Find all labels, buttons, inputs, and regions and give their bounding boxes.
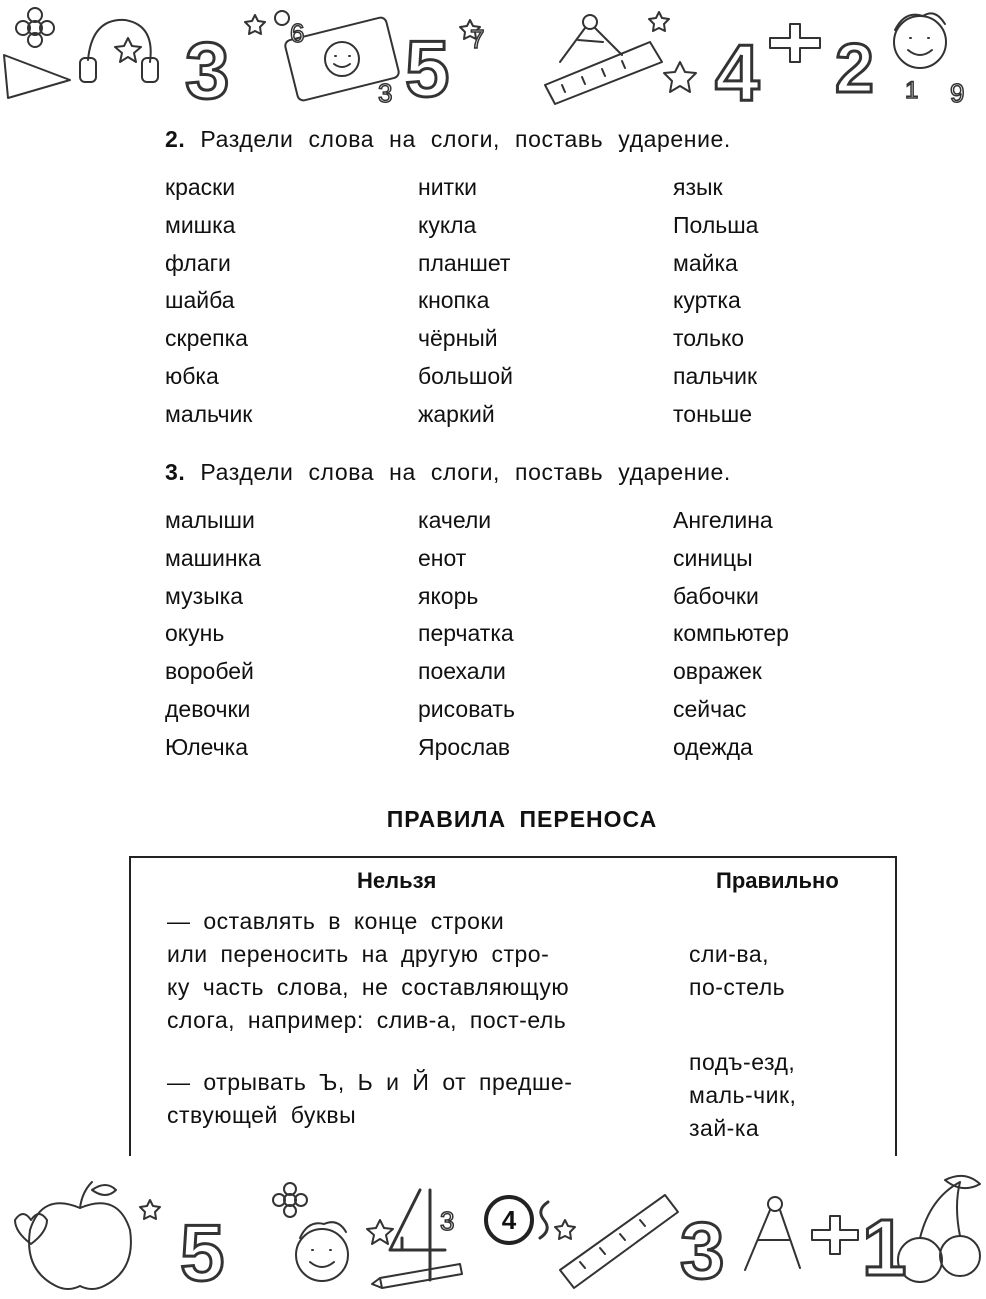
word: девочки bbox=[165, 695, 251, 722]
word: окунь bbox=[165, 620, 225, 647]
word-column bbox=[673, 502, 913, 767]
rule-line: ствующей буквы bbox=[167, 1102, 357, 1128]
word: кнопка bbox=[418, 287, 490, 314]
decor-number: 6 bbox=[290, 18, 305, 48]
task-2-instruction bbox=[165, 126, 845, 153]
word: мальчик bbox=[165, 400, 253, 427]
word: поехали bbox=[418, 658, 506, 685]
decor-number: 9 bbox=[950, 78, 965, 108]
word: жаркий bbox=[418, 400, 495, 427]
word: мишка bbox=[165, 211, 236, 238]
page-number: 4 bbox=[484, 1195, 534, 1245]
word: воробей bbox=[165, 658, 254, 685]
four-outline-icon bbox=[390, 1190, 445, 1280]
word: шайба bbox=[165, 287, 235, 314]
word: краски bbox=[165, 174, 236, 200]
task-text: Раздели слова на слоги, поставь ударение. bbox=[200, 459, 731, 485]
word: малыши bbox=[165, 507, 255, 533]
rule-example: подъ-езд, bbox=[689, 1049, 796, 1075]
word: тоньше bbox=[673, 400, 752, 427]
word: рисовать bbox=[418, 695, 515, 722]
word: планшет bbox=[418, 249, 511, 276]
rules-table bbox=[129, 856, 897, 1156]
decor-number: 3 bbox=[378, 78, 393, 108]
decor-number: 7 bbox=[470, 24, 485, 54]
word: качели bbox=[418, 507, 492, 533]
rules-header-forbidden: Нельзя bbox=[357, 868, 437, 893]
word: куртка bbox=[673, 287, 741, 314]
rule-correct-text bbox=[689, 938, 785, 1004]
word: Юлечка bbox=[165, 733, 248, 760]
squiggle-icon bbox=[540, 1202, 548, 1238]
word-column bbox=[418, 169, 658, 434]
word-column bbox=[673, 169, 913, 434]
word: машинка bbox=[165, 544, 261, 571]
word: одежда bbox=[673, 733, 753, 760]
word: Польша bbox=[673, 211, 759, 238]
word: кукла bbox=[418, 211, 477, 238]
top-doodle-border bbox=[0, 0, 986, 112]
decor-number: 1 bbox=[905, 77, 919, 104]
rules-header-correct: Правильно bbox=[716, 868, 839, 893]
decor-number: 3 bbox=[185, 26, 230, 112]
word: большой bbox=[418, 362, 513, 389]
word: овражек bbox=[673, 658, 762, 685]
word: Ангелина bbox=[673, 507, 773, 533]
word: якорь bbox=[418, 582, 479, 609]
word: синицы bbox=[673, 544, 753, 571]
decor-number: 2 bbox=[835, 29, 874, 107]
task-text: Раздели слова на слоги, поставь ударение. bbox=[200, 126, 731, 152]
word: флаги bbox=[165, 249, 231, 276]
word: язык bbox=[673, 174, 723, 200]
rule-example: по-стель bbox=[689, 974, 786, 1000]
decor-number: 5 bbox=[405, 24, 450, 112]
rules-title: ПРАВИЛА ПЕРЕНОСА bbox=[386, 806, 658, 832]
word-column bbox=[165, 169, 405, 434]
word: скрепка bbox=[165, 325, 248, 352]
word-column bbox=[165, 502, 405, 767]
task-3-instruction bbox=[165, 459, 845, 486]
task-number: 2. bbox=[165, 126, 186, 152]
word: бабочки bbox=[673, 582, 759, 609]
rule-line: — отрывать Ъ, Ь и Й от предше- bbox=[167, 1069, 573, 1095]
word: музыка bbox=[165, 582, 244, 609]
word: только bbox=[673, 325, 745, 352]
word: перчатка bbox=[418, 620, 514, 647]
decor-number: 3 bbox=[440, 1206, 455, 1236]
decor-number: 1 bbox=[862, 1203, 907, 1292]
word: пальчик bbox=[673, 362, 758, 389]
decor-number: 4 bbox=[715, 28, 760, 112]
rule-forbidden-text bbox=[167, 905, 569, 1037]
rule-forbidden-text bbox=[167, 1066, 572, 1132]
rule-example: сли-ва, bbox=[689, 941, 770, 967]
rule-line: слога, например: слив-а, пост-ель bbox=[167, 1007, 567, 1033]
word: сейчас bbox=[673, 695, 747, 722]
word: майка bbox=[673, 249, 738, 276]
word-column bbox=[418, 502, 658, 767]
decor-number: 3 bbox=[680, 1206, 725, 1295]
word: чёрный bbox=[418, 325, 498, 352]
rule-line: или переносить на другую стро- bbox=[167, 941, 550, 967]
task-number: 3. bbox=[165, 459, 186, 485]
word: енот bbox=[418, 544, 467, 571]
decor-number: 5 bbox=[180, 1208, 225, 1297]
word: Ярослав bbox=[418, 733, 511, 760]
word: нитки bbox=[418, 174, 477, 200]
rule-example: зай-ка bbox=[689, 1115, 760, 1141]
rule-example: маль-чик, bbox=[689, 1082, 797, 1108]
word: компьютер bbox=[673, 620, 789, 647]
rule-line: — оставлять в конце строки bbox=[167, 908, 505, 934]
rule-line: ку часть слова, не составляющую bbox=[167, 974, 570, 1000]
rule-correct-text bbox=[689, 1046, 796, 1145]
word: юбка bbox=[165, 362, 219, 389]
